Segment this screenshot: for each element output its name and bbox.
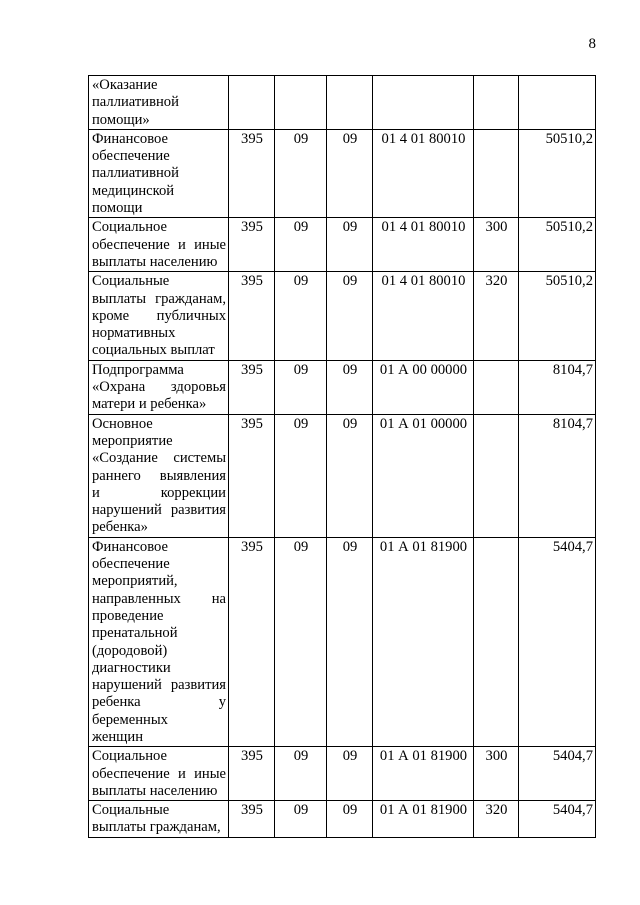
cell-name bbox=[89, 360, 229, 414]
cell-name-line: и коррекции bbox=[92, 484, 226, 501]
cell-target-article: 01 4 01 80010 bbox=[373, 218, 474, 272]
table-row bbox=[89, 801, 596, 838]
cell-expense-type bbox=[474, 76, 519, 130]
cell-name-line: «Охрана здоровья bbox=[92, 379, 226, 396]
cell-name-line: помощи» bbox=[92, 111, 150, 128]
cell-name-line: ребенка у bbox=[92, 694, 226, 711]
cell-name-line: паллиативной bbox=[92, 94, 179, 111]
cell-grbs bbox=[229, 76, 275, 130]
cell-name-line: социальных выплат bbox=[92, 342, 215, 359]
cell-name bbox=[89, 747, 229, 801]
cell-expense-type: 300 bbox=[474, 218, 519, 272]
cell-name-line: мероприятий, bbox=[92, 573, 178, 590]
cell-section: 09 bbox=[275, 537, 327, 747]
cell-name bbox=[89, 76, 229, 130]
cell-name bbox=[89, 537, 229, 747]
cell-name-line: Финансовое bbox=[92, 130, 168, 147]
table-row bbox=[89, 272, 596, 360]
cell-name-line: обеспечение bbox=[92, 148, 170, 165]
cell-section: 09 bbox=[275, 129, 327, 217]
cell-amount: 50510,2 bbox=[519, 272, 596, 360]
cell-name-line: выплаты гражданам, bbox=[92, 290, 226, 307]
cell-target-article: 01 4 01 80010 bbox=[373, 272, 474, 360]
table-body bbox=[89, 76, 596, 838]
cell-name-line: медицинской bbox=[92, 182, 175, 199]
table-row bbox=[89, 360, 596, 414]
cell-name-line: кроме публичных bbox=[92, 307, 226, 324]
table-row bbox=[89, 414, 596, 537]
cell-name bbox=[89, 272, 229, 360]
cell-section: 09 bbox=[275, 801, 327, 838]
cell-name-line: выплаты населению bbox=[92, 253, 218, 270]
table-row bbox=[89, 76, 596, 130]
table-row bbox=[89, 129, 596, 217]
cell-target-article: 01 А 01 81900 bbox=[373, 801, 474, 838]
cell-target-article: 01 А 01 81900 bbox=[373, 537, 474, 747]
cell-subsection: 09 bbox=[327, 747, 373, 801]
cell-name-line: направленных на bbox=[92, 590, 226, 607]
cell-subsection: 09 bbox=[327, 537, 373, 747]
cell-amount: 8104,7 bbox=[519, 414, 596, 537]
cell-name-line: Подпрограмма bbox=[92, 361, 184, 378]
cell-section: 09 bbox=[275, 747, 327, 801]
cell-target-article: 01 А 01 00000 bbox=[373, 414, 474, 537]
cell-grbs: 395 bbox=[229, 129, 275, 217]
cell-expense-type bbox=[474, 129, 519, 217]
cell-name bbox=[89, 414, 229, 537]
cell-section: 09 bbox=[275, 360, 327, 414]
cell-name-line: ребенка» bbox=[92, 519, 148, 536]
cell-grbs: 395 bbox=[229, 218, 275, 272]
cell-name-line: выплаты гражданам, bbox=[92, 819, 221, 836]
cell-target-article: 01 А 00 00000 bbox=[373, 360, 474, 414]
cell-name-line: Основное bbox=[92, 415, 153, 432]
cell-subsection: 09 bbox=[327, 218, 373, 272]
cell-name-line: обеспечение и иные bbox=[92, 765, 226, 782]
cell-subsection bbox=[327, 76, 373, 130]
cell-amount: 50510,2 bbox=[519, 218, 596, 272]
cell-grbs: 395 bbox=[229, 414, 275, 537]
cell-name-line: нарушений развития bbox=[92, 502, 226, 519]
cell-expense-type bbox=[474, 537, 519, 747]
cell-expense-type: 300 bbox=[474, 747, 519, 801]
page-number: 8 bbox=[588, 36, 596, 52]
cell-subsection: 09 bbox=[327, 360, 373, 414]
cell-name-line: нормативных bbox=[92, 325, 176, 342]
cell-name-line: Социальные bbox=[92, 273, 170, 290]
cell-name-line: женщин bbox=[92, 728, 144, 745]
cell-subsection: 09 bbox=[327, 801, 373, 838]
cell-name-line: раннего выявления bbox=[92, 467, 226, 484]
cell-amount: 5404,7 bbox=[519, 801, 596, 838]
cell-section: 09 bbox=[275, 414, 327, 537]
cell-name-line: Финансовое bbox=[92, 538, 168, 555]
cell-grbs: 395 bbox=[229, 360, 275, 414]
cell-subsection: 09 bbox=[327, 414, 373, 537]
cell-name-line: обеспечение и иные bbox=[92, 236, 226, 253]
table-row bbox=[89, 218, 596, 272]
cell-subsection: 09 bbox=[327, 272, 373, 360]
cell-name-line: (дородовой) bbox=[92, 642, 168, 659]
cell-name-line: матери и ребенка» bbox=[92, 396, 207, 413]
cell-name bbox=[89, 129, 229, 217]
cell-name-line: проведение bbox=[92, 607, 164, 624]
cell-grbs: 395 bbox=[229, 537, 275, 747]
cell-name-line: выплаты населению bbox=[92, 782, 218, 799]
cell-name bbox=[89, 801, 229, 838]
cell-target-article: 01 4 01 80010 bbox=[373, 129, 474, 217]
cell-name-line: диагностики bbox=[92, 659, 171, 676]
cell-name bbox=[89, 218, 229, 272]
cell-name-line: «Создание системы bbox=[92, 450, 226, 467]
cell-target-article: 01 А 01 81900 bbox=[373, 747, 474, 801]
cell-grbs: 395 bbox=[229, 272, 275, 360]
cell-name-line: пренатальной bbox=[92, 625, 178, 642]
cell-grbs: 395 bbox=[229, 747, 275, 801]
cell-expense-type bbox=[474, 414, 519, 537]
cell-subsection: 09 bbox=[327, 129, 373, 217]
cell-name-line: Социальное bbox=[92, 219, 167, 236]
cell-name-line: мероприятие bbox=[92, 432, 173, 449]
cell-expense-type: 320 bbox=[474, 801, 519, 838]
cell-expense-type bbox=[474, 360, 519, 414]
table-row bbox=[89, 747, 596, 801]
cell-name-line: беременных bbox=[92, 711, 168, 728]
cell-amount: 50510,2 bbox=[519, 129, 596, 217]
cell-name-line: паллиативной bbox=[92, 165, 179, 182]
cell-name-line: обеспечение bbox=[92, 556, 170, 573]
cell-name-line: нарушений развития bbox=[92, 677, 226, 694]
budget-table bbox=[88, 75, 596, 838]
cell-name-line: «Оказание bbox=[92, 77, 158, 93]
table-row bbox=[89, 537, 596, 747]
cell-section: 09 bbox=[275, 218, 327, 272]
cell-amount bbox=[519, 76, 596, 130]
cell-amount: 5404,7 bbox=[519, 537, 596, 747]
cell-expense-type: 320 bbox=[474, 272, 519, 360]
cell-section bbox=[275, 76, 327, 130]
cell-amount: 5404,7 bbox=[519, 747, 596, 801]
cell-name-line: Социальные bbox=[92, 802, 170, 819]
cell-amount: 8104,7 bbox=[519, 360, 596, 414]
cell-target-article bbox=[373, 76, 474, 130]
cell-name-line: Социальное bbox=[92, 748, 167, 765]
cell-name-line: помощи bbox=[92, 200, 143, 217]
cell-section: 09 bbox=[275, 272, 327, 360]
cell-grbs: 395 bbox=[229, 801, 275, 838]
